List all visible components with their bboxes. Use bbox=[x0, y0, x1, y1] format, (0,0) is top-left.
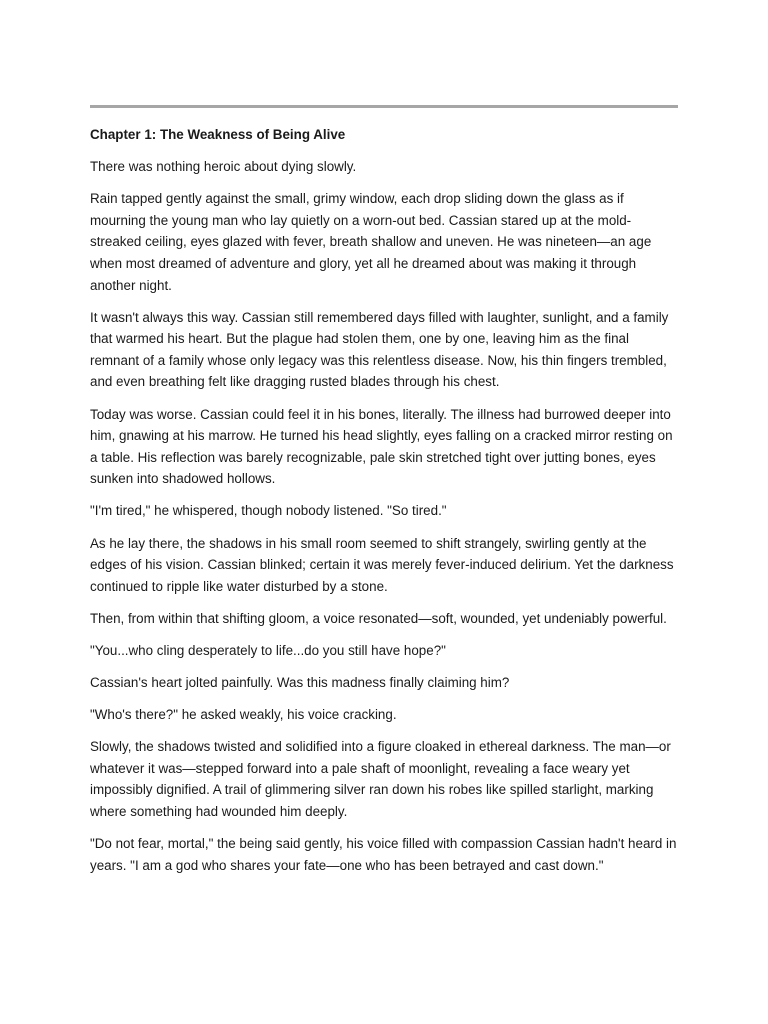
paragraph: "Do not fear, mortal," the being said gently, his voice filled with compassion Cassian hadn't heard in years. "I am a god who shares your fate—one who has been betrayed and cast down." bbox=[90, 836, 677, 873]
header-divider bbox=[90, 105, 678, 108]
paragraph: Cassian's heart jolted painfully. Was this madness finally claiming him? bbox=[90, 674, 510, 690]
paragraph: It wasn't always this way. Cassian still remembered days filled with laughter, sunlight, and a family that warmed his heart. But the plague had stolen them, one by one, leaving him as the final remnant of a family whose only legacy was this relentless disease. Now, his thin fingers trembled, and even breathing felt like dragging rusted blades through his chest. bbox=[90, 309, 669, 390]
paragraph: Rain tapped gently against the small, grimy window, each drop sliding down the glass as if mourning the young man who lay quietly on a worn-out bed. Cassian stared up at the mold-streaked ceiling, eyes glazed with fever, breath shallow and uneven. He was nineteen—an age when most dreamed of adventure and glory, yet all he dreamed about was making it through another night. bbox=[90, 191, 652, 293]
paragraph: There was nothing heroic about dying slowly. bbox=[90, 159, 357, 175]
paragraph: Today was worse. Cassian could feel it in his bones, literally. The illness had burrowed deeper into him, gnawing at his marrow. He turned his head slightly, eyes falling on a cracked mirror resting on a table. His reflection was barely recognizable, pale skin stretched tight over jutting bones, eyes sunken into shadowed hollows. bbox=[90, 406, 673, 487]
paragraph: "I'm tired," he whispered, though nobody listened. "So tired." bbox=[90, 503, 447, 519]
document-page bbox=[90, 0, 678, 1024]
document-body bbox=[90, 124, 678, 887]
paragraph: "You...who cling desperately to life...do you still have hope?" bbox=[90, 642, 446, 658]
chapter-title: Chapter 1: The Weakness of Being Alive bbox=[90, 127, 346, 142]
paragraph: "Who's there?" he asked weakly, his voice cracking. bbox=[90, 707, 397, 723]
paragraph: Then, from within that shifting gloom, a voice resonated—soft, wounded, yet undeniably powerful. bbox=[90, 610, 667, 626]
paragraph: As he lay there, the shadows in his small room seemed to shift strangely, swirling gently at the edges of his vision. Cassian blinked; certain it was merely fever-induced delirium. Yet the darkness continued to ripple like water disturbed by a stone. bbox=[90, 535, 674, 594]
paragraph: Slowly, the shadows twisted and solidified into a figure cloaked in ethereal darkness. The man—or whatever it was—stepped forward into a pale shaft of moonlight, revealing a face weary yet impossibly dignified. A trail of glimmering silver ran down his robes like spilled starlight, marking where something had wounded him deeply. bbox=[90, 739, 671, 819]
